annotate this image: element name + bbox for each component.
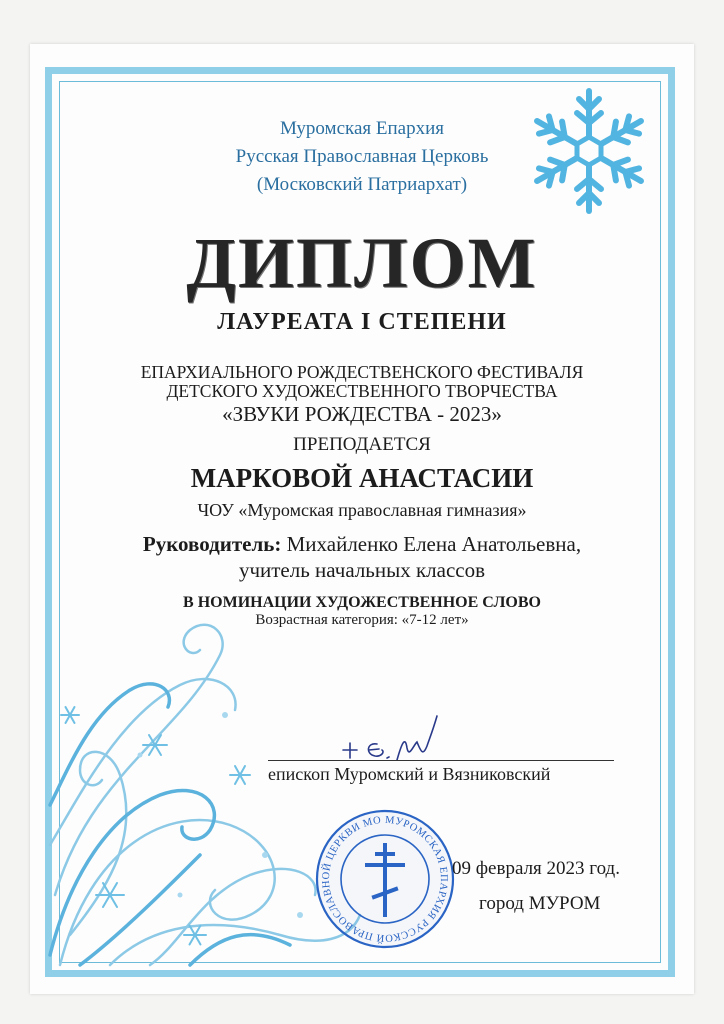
eparchy-name: Муромская Епархия [280, 118, 444, 139]
leader-name: Михайленко Елена Анатольевна, [281, 532, 582, 556]
leader-line [0, 532, 724, 557]
leader-position: учитель начальных классов [238, 558, 486, 582]
diploma-title: ДИПЛОМ [186, 223, 538, 303]
recipient-name: МАРКОВОЙ АНАСТАСИИ [190, 463, 534, 493]
signature-line [268, 760, 614, 761]
presented-to-label: ПРЕПОДАЕТСЯ [293, 434, 431, 455]
issue-city: город МУРОМ [479, 893, 601, 914]
church-seal [310, 804, 460, 954]
signatory-title: епископ Муромский и Вязниковский [268, 764, 551, 784]
church-name: Русская Православная Церковь [235, 146, 489, 167]
school-name: ЧОУ «Муромская православная гимназия» [197, 500, 527, 520]
laureate-degree: ЛАУРЕАТА I СТЕПЕНИ [217, 309, 507, 335]
patriarchate-name: (Московский Патриархат) [256, 174, 468, 195]
festival-name: «ЗВУКИ РОЖДЕСТВА - 2023» [222, 402, 502, 426]
issue-date: 09 февраля 2023 год. [452, 858, 620, 879]
age-category: Возрастная категория: «7-12 лет» [255, 612, 469, 628]
leader-label: Руководитель: [142, 532, 282, 556]
festival-line-1: ЕПАРХИАЛЬНОГО РОЖДЕСТВЕНСКОГО ФЕСТИВАЛЯ [140, 362, 584, 382]
seal-ring-text: МУРОМСКАЯ ЕПАРХИЯ РУССКОЙ ПРАВОСЛАВНОЙ ЦЕРКВИ МО [320, 814, 449, 944]
festival-line-2: ДЕТСКОГО ХУДОЖЕСТВЕННОГО ТВОРЧЕСТВА [166, 381, 558, 401]
nomination: В НОМИНАЦИИ ХУДОЖЕСТВЕННОЕ СЛОВО [183, 594, 541, 611]
